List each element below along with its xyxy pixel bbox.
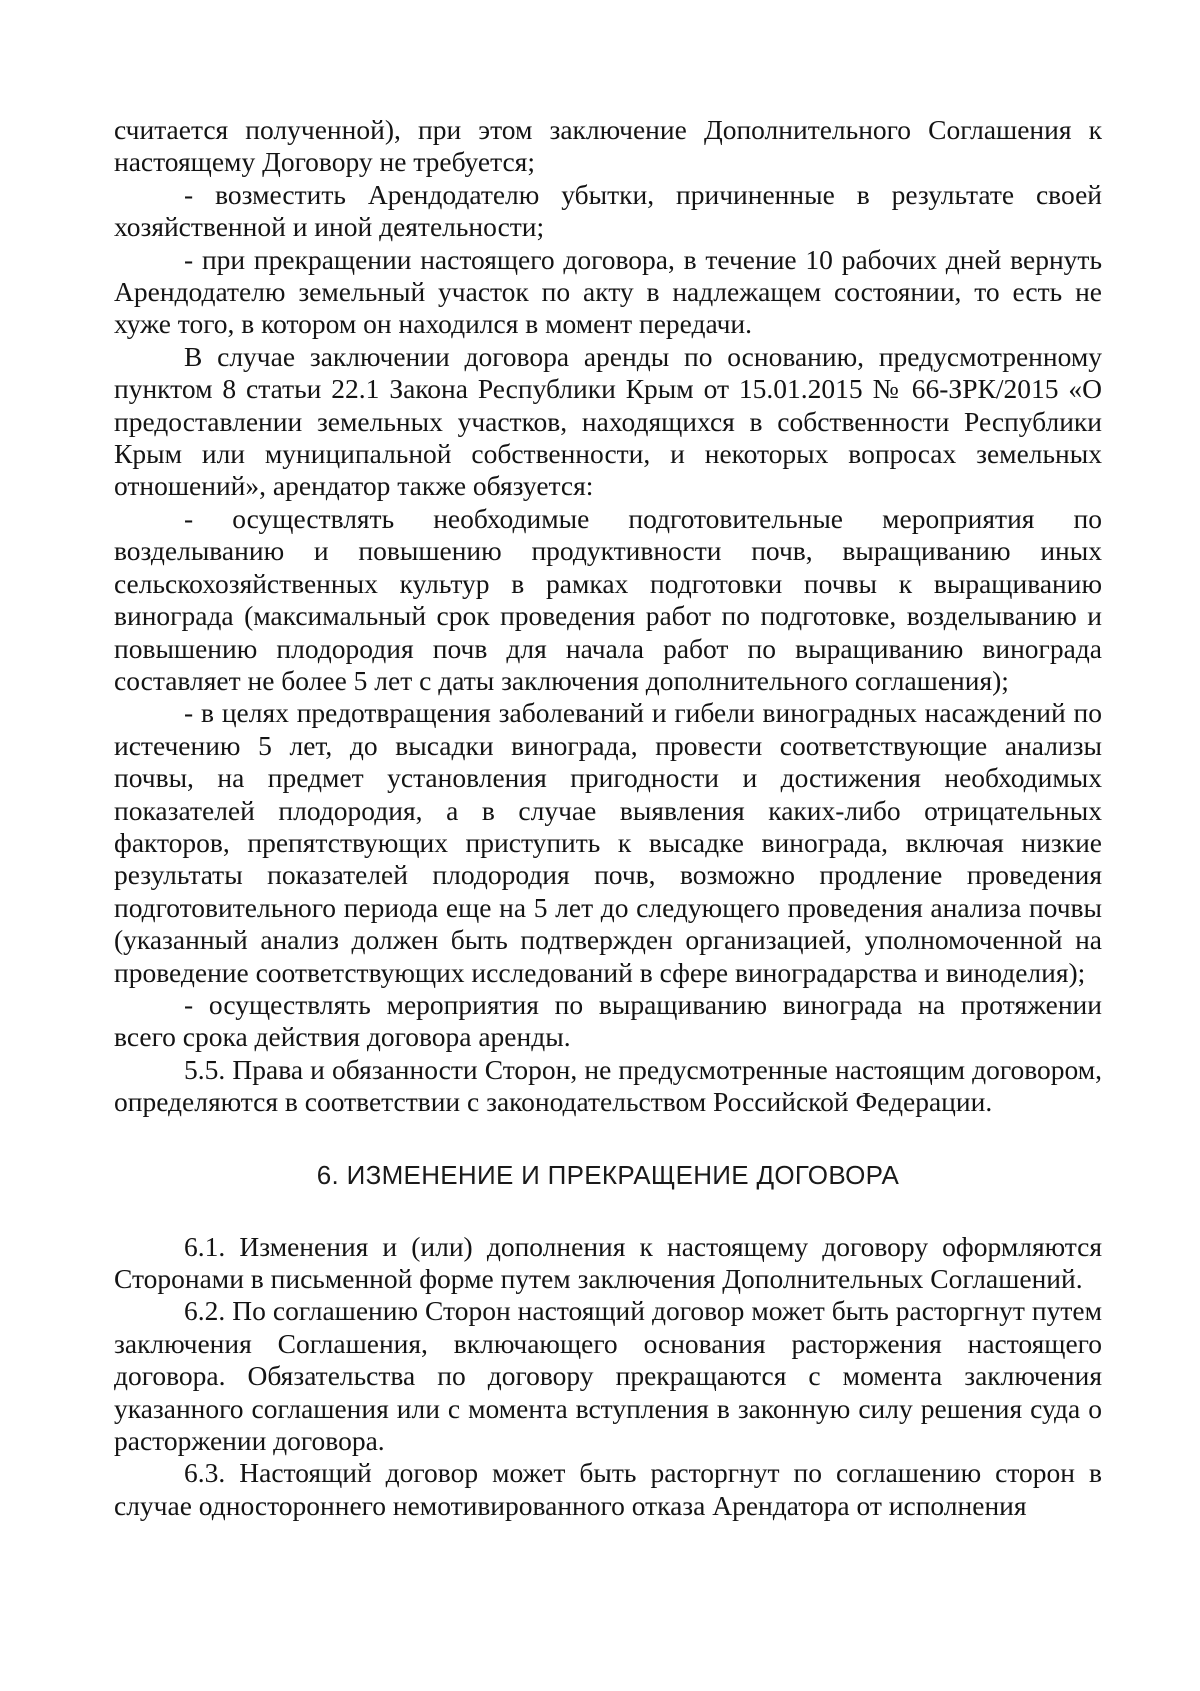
paragraph-6-2: 6.2. По соглашению Сторон настоящий договор может быть расторгнут путем заключения Соглашения, включающего основания расторжения настоящего договора. Обязательства по договору прекращаются с момента заключения указанного соглашения или с момента вступления в законную силу решения суда о расторжении договора. <box>114 1295 1102 1457</box>
paragraph-6-1: 6.1. Изменения и (или) дополнения к настоящему договору оформляются Сторонами в письменной форме путем заключения Дополнительных Соглашений. <box>114 1230 1102 1294</box>
paragraph-return-land: - при прекращении настоящего договора, в течение 10 рабочих дней вернуть Арендодателю земельный участок по акту в надлежащем состоянии, то есть не хуже того, в котором он находился в момент передачи. <box>114 243 1102 340</box>
section-heading: 6. ИЗМЕНЕНИЕ И ПРЕКРАЩЕНИЕ ДОГОВОРА <box>316 1159 900 1190</box>
paragraph-grape-cultivation: - осуществлять мероприятия по выращиванию винограда на протяжении всего срока действия договора аренды. <box>114 988 1102 1053</box>
paragraph-soil-analysis: - в целях предотвращения заболеваний и гибели виноградных насаждений по истечению 5 лет, до высадки винограда, провести соответствующие анализы почвы, на предмет установления пригодности и достижения необходимых показателей плодородия, а в случае выявления каких-либо отрицательных факторов, препятствующих приступить к высадке винограда, включая низкие результаты показателей плодородия почв, возможно продление проведения подготовительного периода еще на 5 лет до следующего проведения анализа почвы (указанный анализ должен быть подтвержден организацией, уполномоченной на проведение соответствующих исследований в сфере виноградарства и виноделия); <box>114 697 1102 988</box>
paragraph-5-5: 5.5. Права и обязанности Сторон, не предусмотренные настоящим договором, определяются в соответствии с законодательством Российской Федерации. <box>114 1053 1102 1118</box>
paragraph-6-3: 6.3. Настоящий договор может быть расторгнут по соглашению сторон в случае одностороннего немотивированного отказа Арендатора от исполнения <box>114 1457 1102 1521</box>
document-body <box>114 114 1102 1522</box>
paragraph-compensate-losses: - возместить Арендодателю убытки, причиненные в результате своей хозяйственной и иной деятельности; <box>114 178 1102 243</box>
paragraph-preparatory-measures: - осуществлять необходимые подготовительные мероприятия по возделыванию и повышению продуктивности почв, выращиванию иных сельскохозяйственных культур в рамках подготовки почвы к выращиванию винограда (максимальный срок проведения работ по подготовке, возделыванию и повышению плодородия почв для начала работ по выращиванию винограда составляет не более 5 лет с даты заключения дополнительного соглашения); <box>114 502 1102 696</box>
paragraph-continuation: считается полученной), при этом заключение Дополнительного Соглашения к настоящему Договору не требуется; <box>114 114 1102 178</box>
paragraph-lease-basis: В случае заключении договора аренды по основанию, предусмотренному пунктом 8 статьи 22.1 Закона Республики Крым от 15.01.2015 № 66-ЗРК/2015 «О предоставлении земельных участков, находящихся в собственности Республики Крым или муниципальной собственности, и некоторых вопросах земельных отношений», арендатор также обязуется: <box>114 340 1102 502</box>
